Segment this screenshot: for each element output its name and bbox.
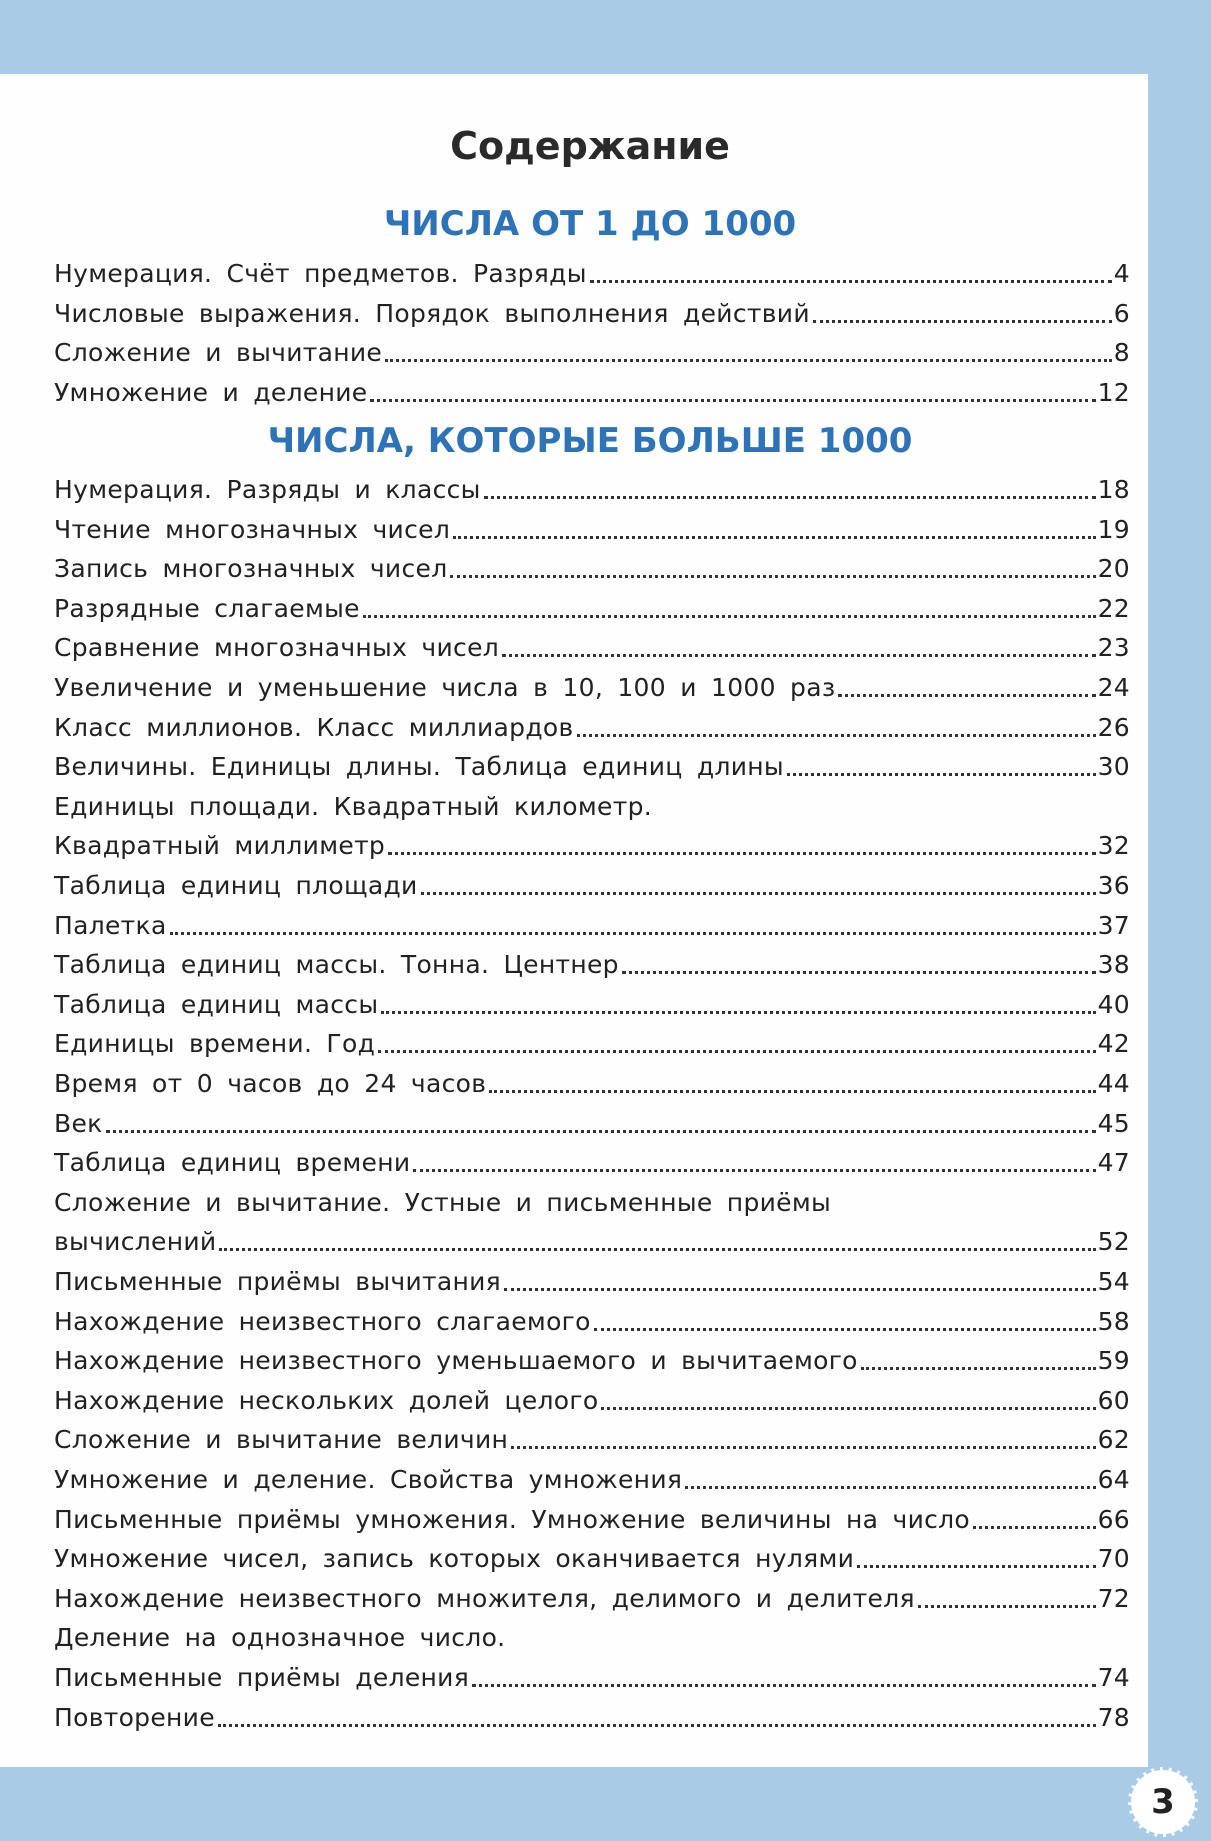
section-heading-1: ЧИСЛА ОТ 1 ДО 1000 — [383, 204, 797, 244]
toc-entry-title: Сравнение многозначных чисел — [54, 633, 500, 663]
toc-entry-title: Умножение чисел, запись которых оканчивается нулями — [54, 1544, 855, 1574]
toc-entry — [54, 1187, 1130, 1219]
toc-entry — [54, 1108, 1130, 1140]
toc-entry-page: 22 — [1097, 593, 1130, 623]
toc-entry-page: 47 — [1097, 1148, 1130, 1178]
toc-entry-page: 12 — [1097, 377, 1130, 407]
toc-entry — [54, 593, 1130, 625]
toc-entry-page: 60 — [1097, 1385, 1130, 1415]
toc-entry-title: Сложение и вычитание величин — [54, 1425, 509, 1455]
toc-dot-leader — [504, 1288, 1096, 1291]
toc-dot-leader — [378, 1050, 1095, 1053]
toc-entry-page: 62 — [1097, 1425, 1130, 1455]
toc-dot-leader — [577, 734, 1096, 737]
toc-entry-page: 64 — [1097, 1465, 1130, 1494]
toc-entry — [54, 337, 1130, 369]
toc-entry — [54, 1345, 1130, 1377]
toc-entry — [54, 514, 1130, 546]
page-number-badge: 3 — [1128, 1767, 1198, 1837]
toc-entry-title: Сложение и вычитание. Устные и письменные приёмы — [54, 1187, 832, 1217]
toc-dot-leader — [918, 1605, 1096, 1608]
toc-dot-leader — [421, 892, 1096, 895]
toc-dot-leader — [472, 1684, 1096, 1687]
toc-entry-title: Повторение — [54, 1702, 215, 1732]
toc-entry-page: 42 — [1097, 1029, 1130, 1059]
toc-dot-leader — [370, 399, 1095, 402]
toc-entry — [54, 1306, 1130, 1338]
toc-entry-title: Единицы площади. Квадратный километр. — [54, 791, 652, 821]
toc-dot-leader — [601, 1407, 1095, 1410]
toc-entry-title: Нумерация. Счёт предметов. Разряды — [54, 259, 587, 288]
toc-entry-title: Единицы времени. Год — [54, 1029, 376, 1059]
toc-entry — [54, 1543, 1130, 1575]
toc-dot-leader — [388, 852, 1095, 855]
toc-entry-page: 36 — [1097, 871, 1130, 900]
toc-dot-leader — [511, 1446, 1095, 1449]
toc-entry — [54, 1385, 1130, 1417]
toc-entry-title: Деление на однозначное число. — [54, 1623, 506, 1653]
toc-dot-leader — [363, 615, 1096, 618]
toc-entry — [54, 377, 1130, 409]
toc-entry-title: Величины. Единицы длины. Таблица единиц длины — [54, 752, 784, 782]
toc-dot-leader — [413, 1169, 1095, 1172]
toc-entry-title: Квадратный миллиметр — [54, 831, 386, 861]
toc-entry-page: 23 — [1097, 633, 1130, 663]
toc-entry-title: Умножение и деление — [54, 377, 368, 407]
toc-entry — [54, 791, 1130, 823]
toc-entry-title: Класс миллионов. Класс миллиардов — [54, 712, 574, 742]
toc-entry — [54, 989, 1130, 1021]
toc-dot-leader — [489, 1090, 1095, 1093]
toc-dot-leader — [502, 654, 1096, 657]
toc-entry-title: Нахождение неизвестного уменьшаемого и вычитаемого — [54, 1346, 858, 1376]
toc-entry-page: 78 — [1097, 1702, 1130, 1732]
toc-dot-leader — [484, 496, 1096, 499]
toc-entry-page: 4 — [1113, 259, 1130, 288]
toc-entry — [54, 830, 1130, 862]
toc-entry — [54, 632, 1130, 664]
toc-entry-page: 45 — [1097, 1108, 1130, 1138]
toc-dot-leader — [381, 1011, 1095, 1014]
toc-entry-title: Таблица единиц времени — [54, 1148, 411, 1178]
section-heading-2: ЧИСЛА, КОТОРЫЕ БОЛЬШЕ 1000 — [267, 421, 913, 461]
toc-entry-title: Запись многозначных чисел — [54, 554, 448, 584]
toc-entry — [54, 1068, 1130, 1100]
toc-entry-title: Нахождение неизвестного множителя, делимого и делителя — [54, 1583, 915, 1613]
toc-entry — [54, 1504, 1130, 1536]
toc-entry-page: 37 — [1097, 910, 1130, 940]
toc-entry-title: Письменные приёмы деления — [54, 1663, 470, 1692]
toc-entry — [54, 298, 1130, 330]
toc-entry-page: 74 — [1097, 1663, 1130, 1692]
toc-entry — [54, 1464, 1130, 1496]
toc-entry-title: Умножение и деление. Свойства умножения — [54, 1465, 683, 1494]
toc-entry-title: Числовые выражения. Порядок выполнения действий — [54, 298, 810, 328]
toc-entry-page: 18 — [1097, 475, 1130, 504]
toc-entry-page: 19 — [1097, 514, 1130, 544]
toc-dot-leader — [218, 1724, 1096, 1727]
toc-entry-page: 26 — [1097, 712, 1130, 742]
toc-entry-page: 72 — [1097, 1583, 1130, 1613]
toc-dot-leader — [861, 1367, 1096, 1370]
toc-entry-page: 30 — [1097, 752, 1130, 782]
toc-dot-leader — [813, 320, 1112, 323]
toc-dot-leader — [973, 1526, 1096, 1529]
toc-dot-leader — [453, 536, 1095, 539]
toc-entry-page: 24 — [1097, 673, 1130, 702]
toc-entry — [54, 1702, 1130, 1734]
toc-entry-page: 6 — [1113, 298, 1130, 328]
toc-dot-leader — [787, 773, 1096, 776]
toc-entry — [54, 870, 1130, 902]
toc-entry-title: Разрядные слагаемые — [54, 593, 360, 623]
toc-dot-leader — [590, 280, 1112, 283]
toc-entry-page: 66 — [1097, 1504, 1130, 1534]
toc-entry — [54, 1226, 1130, 1258]
toc-entry — [54, 672, 1130, 704]
toc-entry — [54, 258, 1130, 290]
toc-dot-leader — [685, 1486, 1095, 1489]
toc-entry-page: 54 — [1097, 1267, 1130, 1296]
toc-entry — [54, 474, 1130, 506]
toc-entry-title: Время от 0 часов до 24 часов — [54, 1069, 487, 1098]
toc-entry-title: вычислений — [54, 1227, 217, 1257]
toc-dot-leader — [170, 932, 1096, 935]
toc-entry — [54, 1147, 1130, 1179]
toc-entry-page: 58 — [1097, 1306, 1130, 1336]
toc-entry-title: Нумерация. Разряды и классы — [54, 475, 481, 504]
toc-entry — [54, 751, 1130, 783]
toc-entry — [54, 1622, 1130, 1654]
toc-dot-leader — [857, 1565, 1095, 1568]
toc-entry — [54, 1424, 1130, 1456]
toc-entry-title: Таблица единиц массы. Тонна. Центнер — [54, 950, 619, 980]
toc-dot-leader — [622, 971, 1096, 974]
toc-entry — [54, 553, 1130, 585]
toc-entry — [54, 1266, 1130, 1298]
toc-entry-page: 38 — [1097, 950, 1130, 980]
toc-dot-leader — [385, 359, 1112, 362]
toc-dot-leader — [219, 1248, 1095, 1251]
toc-entry-page: 52 — [1097, 1227, 1130, 1257]
book-page — [0, 74, 1148, 1767]
toc-entry-page: 40 — [1097, 989, 1130, 1019]
toc-entry-title: Таблица единиц площади — [54, 871, 418, 900]
toc-entry-title: Век — [54, 1108, 103, 1138]
toc-dot-leader — [450, 575, 1095, 578]
toc-entry-title: Таблица единиц массы — [54, 989, 379, 1019]
toc-entry-title: Чтение многозначных чисел — [54, 514, 451, 544]
toc-dot-leader — [106, 1130, 1096, 1133]
toc-dot-leader — [594, 1328, 1096, 1331]
toc-entry — [54, 712, 1130, 744]
toc-entry-title: Нахождение нескольких долей целого — [54, 1385, 599, 1415]
toc-entry-page: 32 — [1097, 831, 1130, 861]
toc-entry — [54, 910, 1130, 942]
toc-entry-title: Палетка — [54, 910, 167, 940]
toc-entry-page: 70 — [1097, 1544, 1130, 1574]
toc-entry — [54, 949, 1130, 981]
toc-entry-page: 44 — [1097, 1069, 1130, 1098]
toc-dot-leader — [838, 694, 1095, 697]
toc-entry-page: 20 — [1097, 554, 1130, 584]
toc-entry-page: 8 — [1113, 338, 1130, 368]
toc-entry-title: Письменные приёмы вычитания — [54, 1267, 502, 1296]
toc-entry-page: 59 — [1097, 1346, 1130, 1376]
page-title: Содержание — [450, 124, 730, 168]
toc-entry — [54, 1028, 1130, 1060]
toc-entry-title: Сложение и вычитание — [54, 338, 383, 368]
toc-entry-title: Нахождение неизвестного слагаемого — [54, 1306, 591, 1336]
toc-entry — [54, 1583, 1130, 1615]
toc-entry-title: Письменные приёмы умножения. Умножение величины на число — [54, 1504, 971, 1534]
toc-entry-title: Увеличение и уменьшение числа в 10, 100 и 1000 раз — [54, 673, 836, 702]
toc-entry — [54, 1662, 1130, 1694]
